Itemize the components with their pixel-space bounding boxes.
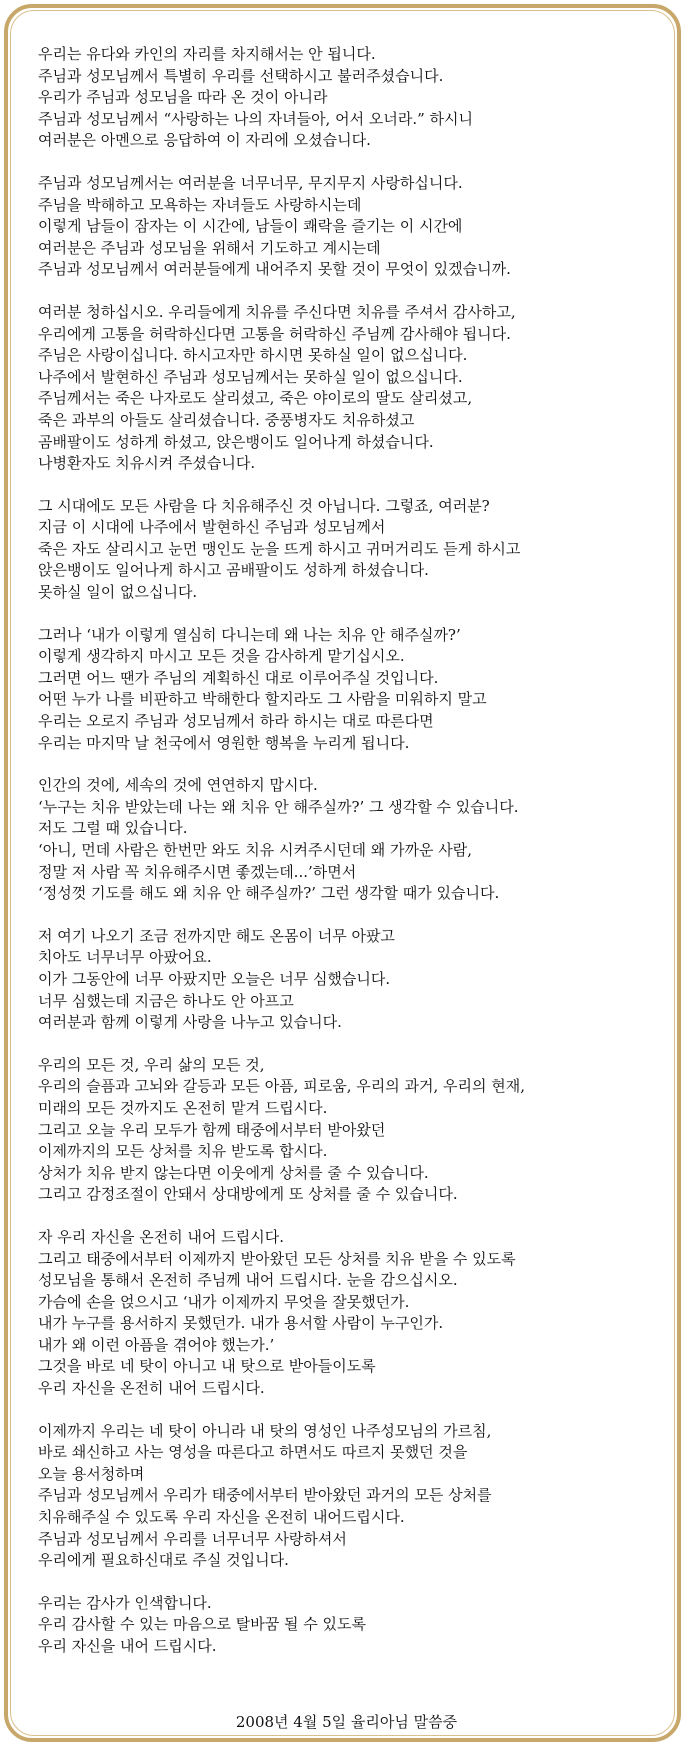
text-line: 우리는 마지막 날 천국에서 영원한 행복을 누리게 됩니다.	[38, 733, 410, 752]
text-line: ‘정성껏 기도를 해도 왜 치유 안 해주실까?’ 그런 생각할 때가 있습니다.	[38, 884, 500, 903]
text-line: 이제까지 우리는 네 탓이 아니라 내 탓의 영성인 나주성모님의 가르침,	[38, 1421, 492, 1440]
text-line: ‘누구는 치유 받았는데 나는 왜 치유 안 해주실까?’ 그 생각할 수 있습니다.	[38, 797, 519, 816]
text-line: 그러나 ‘내가 이렇게 열심히 다니는데 왜 나는 치유 안 해주실까?’	[38, 625, 461, 644]
text-line: 우리가 주님과 성모님을 따라 온 것이 아니라	[38, 88, 328, 107]
text-line: 가슴에 손을 얹으시고 ‘내가 이제까지 무엇을 잘못했던가.	[38, 1292, 410, 1311]
paragraph-9	[38, 1227, 658, 1400]
text-line: 여러분 청하십시오. 우리들에게 치유를 주신다면 치유를 주셔서 감사하고,	[38, 302, 516, 321]
text-line: 그리고 태중에서부터 이제까지 받아왔던 모든 상처를 치유 받을 수 있도록	[38, 1249, 516, 1268]
text-line: 이가 그동안에 너무 아팠지만 오늘은 너무 심했습니다.	[38, 969, 391, 988]
text-line: 우리 자신을 온전히 내어 드립시다.	[38, 1379, 265, 1398]
text-line: 나주에서 발현하신 주님과 성모님께서는 못하실 일이 없으십니다.	[38, 367, 463, 386]
text-line: 그 시대에도 모든 사람을 다 치유해주신 것 아닙니다. 그렇죠, 여러분?	[38, 496, 490, 515]
text-line: 치아도 너무너무 아팠어요.	[38, 948, 212, 967]
text-line: 바로 쇄신하고 사는 영성을 따른다고 하면서도 따르지 못했던 것을	[38, 1443, 468, 1462]
text-line: 이제까지의 모든 상처를 치유 받도록 합시다.	[38, 1142, 328, 1161]
paragraph-5	[38, 625, 658, 755]
text-line: 주님과 성모님께서는 여러분을 너무너무, 무지무지 사랑하십니다.	[38, 173, 463, 192]
text-line: 치유해주실 수 있도록 우리 자신을 온전히 내어드립시다.	[38, 1508, 405, 1527]
text-line: 우리 자신을 내어 드립시다.	[38, 1637, 217, 1655]
text-line: 주님과 성모님께서 “사랑하는 나의 자녀들아, 어서 오너라.” 하시니	[38, 109, 473, 128]
paragraph-3	[38, 302, 658, 475]
text-line: 우리에게 고통을 허락하신다면 고통을 허락하신 주님께 감사해야 됩니다.	[38, 324, 511, 343]
text-line: 못하실 일이 없으십니다.	[38, 583, 198, 602]
text-line: 주님과 성모님께서 여러분들에게 내어주지 못할 것이 무엇이 있겠습니까.	[38, 260, 511, 279]
paragraph-11	[38, 1593, 658, 1658]
text-line: 저도 그럴 때 있습니다.	[38, 819, 188, 838]
text-line: 상처가 치유 받지 않는다면 이웃에게 상처를 줄 수 있습니다.	[38, 1163, 429, 1182]
text-line: 우리 감사할 수 있는 마음으로 탈바꿈 될 수 있도록	[38, 1615, 366, 1634]
text-line: 여러분과 함께 이렇게 사랑을 나누고 있습니다.	[38, 1013, 342, 1032]
message-body	[38, 44, 658, 1679]
text-line: 그리고 감정조절이 안돼서 상대방에게 또 상처를 줄 수 있습니다.	[38, 1185, 458, 1204]
text-line: 이렇게 생각하지 마시고 모든 것을 감사하게 맡기십시오.	[38, 647, 405, 666]
text-line: 우리는 감사가 인색합니다.	[38, 1593, 212, 1612]
text-line: 앉은뱅이도 일어나게 하시고 곰배팔이도 성하게 하셨습니다.	[38, 561, 429, 580]
signature-line: 2008년 4월 5일 율리아님 말씀중	[235, 1713, 458, 1731]
text-line: 미래의 모든 것까지도 온전히 맡겨 드립시다.	[38, 1098, 328, 1117]
text-line: 우리의 모든 것, 우리 삶의 모든 것,	[38, 1055, 265, 1074]
paragraph-7	[38, 926, 658, 1034]
paragraph-1	[38, 44, 658, 152]
text-line: 주님과 성모님께서 우리를 너무너무 사랑하셔서	[38, 1529, 347, 1548]
paragraph-10	[38, 1421, 658, 1572]
text-line: 오늘 용서청하며	[38, 1464, 145, 1483]
text-line: 정말 저 사람 꼭 치유해주시면 좋겠는데...’하면서	[38, 862, 357, 881]
text-line: 성모님을 통해서 온전히 주님께 내어 드립시다. 눈을 감으십시오.	[38, 1271, 458, 1290]
text-line: 내가 왜 이런 아픔을 겪어야 했는가.’	[38, 1335, 275, 1354]
paragraph-8	[38, 1055, 658, 1206]
text-line: 주님을 박해하고 모욕하는 자녀들도 사랑하시는데	[38, 195, 362, 214]
text-line: 너무 심했는데 지금은 하나도 안 아프고	[38, 991, 294, 1010]
text-line: 내가 누구를 용서하지 못했던가. 내가 용서할 사람이 누구인가.	[38, 1314, 444, 1333]
text-line: 지금 이 시대에 나주에서 발현하신 주님과 성모님께서	[38, 518, 386, 537]
text-line: 죽은 과부의 아들도 살리셨습니다. 중풍병자도 치유하셨고	[38, 410, 415, 429]
paragraph-2	[38, 173, 658, 281]
text-line: 나병환자도 치유시켜 주셨습니다.	[38, 454, 256, 473]
text-line: 곰배팔이도 성하게 하셨고, 앉은뱅이도 일어나게 하셨습니다.	[38, 432, 434, 451]
text-line: ‘아니, 먼데 사람은 한번만 와도 치유 시켜주시던데 왜 가까운 사람,	[38, 841, 472, 859]
paragraph-6	[38, 775, 658, 905]
text-line: 저 여기 나오기 조금 전까지만 해도 온몸이 너무 아팠고	[38, 926, 395, 945]
text-line: 그러면 어느 땐가 주님의 계획하신 대로 이루어주실 것입니다.	[38, 668, 439, 687]
text-line: 그리고 오늘 우리 모두가 함께 태중에서부터 받아왔던	[38, 1120, 386, 1139]
text-line: 이렇게 남들이 잠자는 이 시간에, 남들이 쾌락을 즐기는 이 시간에	[38, 217, 463, 236]
text-line: 여러분은 주님과 성모님을 위해서 기도하고 계시는데	[38, 238, 381, 257]
text-line: 자 우리 자신을 온전히 내어 드립시다.	[38, 1227, 284, 1246]
text-line: 여러분은 아멘으로 응답하여 이 자리에 오셨습니다.	[38, 131, 371, 150]
text-line: 주님과 성모님께서 특별히 우리를 선택하시고 불러주셨습니다.	[38, 66, 444, 85]
text-line: 주님께서는 죽은 나자로도 살리셨고, 죽은 야이로의 딸도 살리셨고,	[38, 389, 473, 408]
text-line: 죽은 자도 살리시고 눈먼 맹인도 눈을 뜨게 하시고 귀머거리도 듣게 하시고	[38, 539, 521, 558]
text-line: 인간의 것에, 세속의 것에 연연하지 맙시다.	[38, 776, 318, 795]
text-line: 주님과 성모님께서 우리가 태중에서부터 받아왔던 과거의 모든 상처를	[38, 1486, 492, 1505]
text-line: 우리의 슬픔과 고뇌와 갈등과 모든 아픔, 피로움, 우리의 과거, 우리의 현재,	[38, 1077, 525, 1096]
text-line: 우리에게 필요하신대로 주실 것입니다.	[38, 1551, 289, 1570]
text-line: 그것을 바로 네 탓이 아니고 내 탓으로 받아들이도록	[38, 1357, 376, 1376]
text-line: 우리는 유다와 카인의 자리를 차지해서는 안 됩니다.	[38, 45, 376, 63]
paragraph-4	[38, 496, 658, 604]
text-line: 우리는 오로지 주님과 성모님께서 하라 하시는 대로 따른다면	[38, 712, 434, 731]
text-line: 주님은 사랑이십니다. 하시고자만 하시면 못하실 일이 없으십니다.	[38, 346, 468, 365]
text-line: 어떤 누가 나를 비판하고 박해한다 할지라도 그 사람을 미워하지 말고	[38, 690, 487, 709]
